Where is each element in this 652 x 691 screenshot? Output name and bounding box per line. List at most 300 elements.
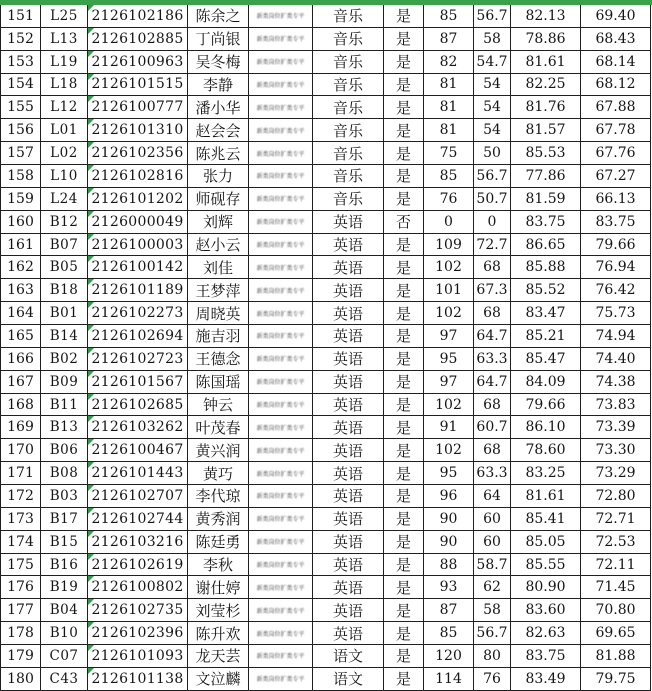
cell-row-number[interactable]: 153 bbox=[1, 50, 41, 73]
cell-score-2[interactable]: 54.7 bbox=[474, 50, 511, 73]
cell-seat-code[interactable]: B08 bbox=[41, 462, 88, 485]
cell-score-1[interactable]: 81 bbox=[424, 119, 474, 142]
cell-note-blurred[interactable]: 新类岗位扩类专平 bbox=[249, 187, 313, 210]
cell-subject[interactable]: 英语 bbox=[313, 462, 384, 485]
cell-score-3[interactable]: 81.61 bbox=[511, 50, 581, 73]
cell-name[interactable]: 龙天芸 bbox=[188, 645, 249, 668]
cell-score-2[interactable]: 0 bbox=[474, 210, 511, 233]
cell-name[interactable]: 陈升欢 bbox=[188, 622, 249, 645]
cell-subject[interactable]: 英语 bbox=[313, 599, 384, 622]
cell-row-number[interactable]: 156 bbox=[1, 119, 41, 142]
cell-row-number[interactable]: 178 bbox=[1, 622, 41, 645]
cell-score-4[interactable]: 69.65 bbox=[581, 622, 651, 645]
cell-exam-id[interactable]: 2126102396 bbox=[88, 622, 188, 645]
cell-score-3[interactable]: 80.90 bbox=[511, 576, 581, 599]
cell-name[interactable]: 陈国瑶 bbox=[188, 370, 249, 393]
cell-score-3[interactable]: 84.09 bbox=[511, 370, 581, 393]
cell-qualified-flag[interactable]: 否 bbox=[384, 210, 424, 233]
cell-score-4[interactable]: 81.88 bbox=[581, 645, 651, 668]
cell-score-1[interactable]: 97 bbox=[424, 325, 474, 348]
cell-score-1[interactable]: 81 bbox=[424, 73, 474, 96]
cell-score-3[interactable]: 81.61 bbox=[511, 485, 581, 508]
cell-subject[interactable]: 英语 bbox=[313, 256, 384, 279]
cell-name[interactable]: 施吉羽 bbox=[188, 325, 249, 348]
cell-note-blurred[interactable]: 新类岗位扩类专平 bbox=[249, 462, 313, 485]
cell-seat-code[interactable]: B14 bbox=[41, 325, 88, 348]
cell-note-blurred[interactable]: 新类岗位扩类专平 bbox=[249, 553, 313, 576]
cell-exam-id[interactable]: 2126100777 bbox=[88, 96, 188, 119]
cell-score-1[interactable]: 101 bbox=[424, 279, 474, 302]
cell-subject[interactable]: 英语 bbox=[313, 553, 384, 576]
cell-score-1[interactable]: 95 bbox=[424, 347, 474, 370]
cell-seat-code[interactable]: B10 bbox=[41, 622, 88, 645]
cell-qualified-flag[interactable]: 是 bbox=[384, 302, 424, 325]
cell-score-4[interactable]: 73.39 bbox=[581, 416, 651, 439]
cell-seat-code[interactable]: C43 bbox=[41, 667, 88, 690]
cell-score-2[interactable]: 68 bbox=[474, 302, 511, 325]
cell-qualified-flag[interactable]: 是 bbox=[384, 462, 424, 485]
cell-subject[interactable]: 英语 bbox=[313, 576, 384, 599]
cell-name[interactable]: 陈廷勇 bbox=[188, 530, 249, 553]
cell-exam-id[interactable]: 2126101515 bbox=[88, 73, 188, 96]
cell-exam-id[interactable]: 2126102685 bbox=[88, 393, 188, 416]
cell-score-1[interactable]: 85 bbox=[424, 165, 474, 188]
cell-score-1[interactable]: 109 bbox=[424, 233, 474, 256]
cell-exam-id[interactable]: 2126103216 bbox=[88, 530, 188, 553]
cell-note-blurred[interactable]: 新类岗位扩类专平 bbox=[249, 439, 313, 462]
cell-score-4[interactable]: 72.53 bbox=[581, 530, 651, 553]
cell-exam-id[interactable]: 2126102619 bbox=[88, 553, 188, 576]
cell-score-3[interactable]: 86.65 bbox=[511, 233, 581, 256]
cell-note-blurred[interactable]: 新类岗位扩类专平 bbox=[249, 393, 313, 416]
cell-score-2[interactable]: 54 bbox=[474, 96, 511, 119]
cell-seat-code[interactable]: L01 bbox=[41, 119, 88, 142]
cell-seat-code[interactable]: B17 bbox=[41, 507, 88, 530]
cell-score-3[interactable]: 85.47 bbox=[511, 347, 581, 370]
cell-subject[interactable]: 英语 bbox=[313, 485, 384, 508]
cell-note-blurred[interactable]: 新类岗位扩类专平 bbox=[249, 507, 313, 530]
cell-score-1[interactable]: 88 bbox=[424, 553, 474, 576]
cell-score-3[interactable]: 83.25 bbox=[511, 462, 581, 485]
cell-row-number[interactable]: 166 bbox=[1, 347, 41, 370]
cell-score-1[interactable]: 96 bbox=[424, 485, 474, 508]
cell-note-blurred[interactable]: 新类岗位扩类专平 bbox=[249, 119, 313, 142]
cell-row-number[interactable]: 175 bbox=[1, 553, 41, 576]
cell-score-2[interactable]: 67.3 bbox=[474, 279, 511, 302]
cell-score-1[interactable]: 87 bbox=[424, 27, 474, 50]
cell-exam-id[interactable]: 2126102735 bbox=[88, 599, 188, 622]
cell-subject[interactable]: 英语 bbox=[313, 393, 384, 416]
cell-note-blurred[interactable]: 新类岗位扩类专平 bbox=[249, 73, 313, 96]
cell-row-number[interactable]: 164 bbox=[1, 302, 41, 325]
cell-name[interactable]: 黄巧 bbox=[188, 462, 249, 485]
cell-score-3[interactable]: 85.21 bbox=[511, 325, 581, 348]
cell-name[interactable]: 王梦萍 bbox=[188, 279, 249, 302]
cell-score-2[interactable]: 63.3 bbox=[474, 347, 511, 370]
cell-score-4[interactable]: 71.45 bbox=[581, 576, 651, 599]
cell-score-4[interactable]: 73.83 bbox=[581, 393, 651, 416]
cell-score-3[interactable]: 78.60 bbox=[511, 439, 581, 462]
cell-qualified-flag[interactable]: 是 bbox=[384, 553, 424, 576]
cell-note-blurred[interactable]: 新类岗位扩类专平 bbox=[249, 210, 313, 233]
cell-score-2[interactable]: 58.7 bbox=[474, 553, 511, 576]
cell-subject[interactable]: 音乐 bbox=[313, 119, 384, 142]
cell-subject[interactable]: 英语 bbox=[313, 210, 384, 233]
cell-subject[interactable]: 英语 bbox=[313, 370, 384, 393]
cell-score-4[interactable]: 67.76 bbox=[581, 142, 651, 165]
cell-score-2[interactable]: 50 bbox=[474, 142, 511, 165]
cell-subject[interactable]: 音乐 bbox=[313, 27, 384, 50]
cell-note-blurred[interactable]: 新类岗位扩类专平 bbox=[249, 599, 313, 622]
cell-qualified-flag[interactable]: 是 bbox=[384, 279, 424, 302]
cell-name[interactable]: 王德念 bbox=[188, 347, 249, 370]
cell-score-2[interactable]: 76 bbox=[474, 667, 511, 690]
cell-score-3[interactable]: 81.76 bbox=[511, 96, 581, 119]
cell-score-2[interactable]: 63.3 bbox=[474, 462, 511, 485]
cell-score-1[interactable]: 82 bbox=[424, 50, 474, 73]
cell-row-number[interactable]: 151 bbox=[1, 5, 41, 27]
cell-note-blurred[interactable]: 新类岗位扩类专平 bbox=[249, 279, 313, 302]
cell-seat-code[interactable]: B04 bbox=[41, 599, 88, 622]
cell-exam-id[interactable]: 2126101189 bbox=[88, 279, 188, 302]
cell-qualified-flag[interactable]: 是 bbox=[384, 96, 424, 119]
cell-qualified-flag[interactable]: 是 bbox=[384, 5, 424, 27]
cell-row-number[interactable]: 152 bbox=[1, 27, 41, 50]
cell-subject[interactable]: 音乐 bbox=[313, 96, 384, 119]
cell-score-4[interactable]: 79.75 bbox=[581, 667, 651, 690]
cell-exam-id[interactable]: 2126100467 bbox=[88, 439, 188, 462]
cell-row-number[interactable]: 179 bbox=[1, 645, 41, 668]
cell-score-3[interactable]: 83.60 bbox=[511, 599, 581, 622]
cell-row-number[interactable]: 176 bbox=[1, 576, 41, 599]
cell-score-1[interactable]: 93 bbox=[424, 576, 474, 599]
cell-score-1[interactable]: 75 bbox=[424, 142, 474, 165]
cell-row-number[interactable]: 155 bbox=[1, 96, 41, 119]
cell-subject[interactable]: 英语 bbox=[313, 233, 384, 256]
cell-note-blurred[interactable]: 新类岗位扩类专平 bbox=[249, 165, 313, 188]
cell-name[interactable]: 陈兆云 bbox=[188, 142, 249, 165]
cell-seat-code[interactable]: B16 bbox=[41, 553, 88, 576]
cell-name[interactable]: 刘莹杉 bbox=[188, 599, 249, 622]
cell-exam-id[interactable]: 2126102356 bbox=[88, 142, 188, 165]
cell-score-4[interactable]: 76.42 bbox=[581, 279, 651, 302]
cell-row-number[interactable]: 159 bbox=[1, 187, 41, 210]
cell-name[interactable]: 丁尚银 bbox=[188, 27, 249, 50]
cell-name[interactable]: 刘辉 bbox=[188, 210, 249, 233]
cell-name[interactable]: 李静 bbox=[188, 73, 249, 96]
cell-score-3[interactable]: 85.05 bbox=[511, 530, 581, 553]
cell-score-3[interactable]: 83.49 bbox=[511, 667, 581, 690]
cell-seat-code[interactable]: B18 bbox=[41, 279, 88, 302]
cell-exam-id[interactable]: 2126100003 bbox=[88, 233, 188, 256]
cell-score-1[interactable]: 95 bbox=[424, 462, 474, 485]
cell-score-3[interactable]: 82.63 bbox=[511, 622, 581, 645]
cell-seat-code[interactable]: B13 bbox=[41, 416, 88, 439]
cell-name[interactable]: 文泣麟 bbox=[188, 667, 249, 690]
cell-row-number[interactable]: 169 bbox=[1, 416, 41, 439]
cell-row-number[interactable]: 172 bbox=[1, 485, 41, 508]
cell-score-2[interactable]: 68 bbox=[474, 393, 511, 416]
cell-row-number[interactable]: 157 bbox=[1, 142, 41, 165]
cell-qualified-flag[interactable]: 是 bbox=[384, 119, 424, 142]
cell-score-4[interactable]: 79.66 bbox=[581, 233, 651, 256]
cell-qualified-flag[interactable]: 是 bbox=[384, 530, 424, 553]
cell-note-blurred[interactable]: 新类岗位扩类专平 bbox=[249, 622, 313, 645]
cell-score-1[interactable]: 76 bbox=[424, 187, 474, 210]
cell-score-4[interactable]: 83.75 bbox=[581, 210, 651, 233]
cell-score-2[interactable]: 56.7 bbox=[474, 5, 511, 27]
cell-score-4[interactable]: 74.94 bbox=[581, 325, 651, 348]
cell-subject[interactable]: 英语 bbox=[313, 279, 384, 302]
cell-exam-id[interactable]: 2126102694 bbox=[88, 325, 188, 348]
cell-score-3[interactable]: 85.52 bbox=[511, 279, 581, 302]
cell-name[interactable]: 潘小华 bbox=[188, 96, 249, 119]
cell-seat-code[interactable]: B05 bbox=[41, 256, 88, 279]
cell-row-number[interactable]: 165 bbox=[1, 325, 41, 348]
cell-name[interactable]: 刘佳 bbox=[188, 256, 249, 279]
cell-score-4[interactable]: 72.80 bbox=[581, 485, 651, 508]
cell-name[interactable]: 钟云 bbox=[188, 393, 249, 416]
cell-score-1[interactable]: 102 bbox=[424, 439, 474, 462]
cell-score-4[interactable]: 76.94 bbox=[581, 256, 651, 279]
cell-note-blurred[interactable]: 新类岗位扩类专平 bbox=[249, 325, 313, 348]
cell-exam-id[interactable]: 2126102816 bbox=[88, 165, 188, 188]
cell-name[interactable]: 谢仕婷 bbox=[188, 576, 249, 599]
cell-qualified-flag[interactable]: 是 bbox=[384, 439, 424, 462]
cell-seat-code[interactable]: L24 bbox=[41, 187, 88, 210]
cell-score-1[interactable]: 81 bbox=[424, 96, 474, 119]
cell-score-3[interactable]: 81.59 bbox=[511, 187, 581, 210]
cell-qualified-flag[interactable]: 是 bbox=[384, 507, 424, 530]
cell-score-3[interactable]: 83.75 bbox=[511, 210, 581, 233]
cell-qualified-flag[interactable]: 是 bbox=[384, 416, 424, 439]
cell-exam-id[interactable]: 2126101443 bbox=[88, 462, 188, 485]
cell-score-4[interactable]: 67.78 bbox=[581, 119, 651, 142]
cell-score-3[interactable]: 83.47 bbox=[511, 302, 581, 325]
cell-name[interactable]: 赵会会 bbox=[188, 119, 249, 142]
cell-subject[interactable]: 音乐 bbox=[313, 187, 384, 210]
cell-qualified-flag[interactable]: 是 bbox=[384, 325, 424, 348]
cell-exam-id[interactable]: 2126102744 bbox=[88, 507, 188, 530]
cell-qualified-flag[interactable]: 是 bbox=[384, 370, 424, 393]
cell-score-4[interactable]: 72.71 bbox=[581, 507, 651, 530]
cell-score-1[interactable]: 85 bbox=[424, 622, 474, 645]
cell-note-blurred[interactable]: 新类岗位扩类专平 bbox=[249, 347, 313, 370]
cell-qualified-flag[interactable]: 是 bbox=[384, 622, 424, 645]
cell-score-3[interactable]: 77.86 bbox=[511, 165, 581, 188]
cell-name[interactable]: 周晓英 bbox=[188, 302, 249, 325]
cell-score-2[interactable]: 56.7 bbox=[474, 622, 511, 645]
cell-seat-code[interactable]: B06 bbox=[41, 439, 88, 462]
cell-score-2[interactable]: 64.7 bbox=[474, 370, 511, 393]
cell-score-2[interactable]: 68 bbox=[474, 256, 511, 279]
cell-score-2[interactable]: 68 bbox=[474, 439, 511, 462]
cell-qualified-flag[interactable]: 是 bbox=[384, 393, 424, 416]
cell-note-blurred[interactable]: 新类岗位扩类专平 bbox=[249, 302, 313, 325]
cell-score-2[interactable]: 54 bbox=[474, 119, 511, 142]
cell-subject[interactable]: 音乐 bbox=[313, 165, 384, 188]
cell-row-number[interactable]: 167 bbox=[1, 370, 41, 393]
cell-name[interactable]: 黄秀润 bbox=[188, 507, 249, 530]
cell-exam-id[interactable]: 2126102707 bbox=[88, 485, 188, 508]
cell-seat-code[interactable]: B02 bbox=[41, 347, 88, 370]
cell-note-blurred[interactable]: 新类岗位扩类专平 bbox=[249, 27, 313, 50]
cell-name[interactable]: 李代琼 bbox=[188, 485, 249, 508]
cell-subject[interactable]: 音乐 bbox=[313, 5, 384, 27]
cell-score-4[interactable]: 68.43 bbox=[581, 27, 651, 50]
cell-score-3[interactable]: 85.41 bbox=[511, 507, 581, 530]
cell-name[interactable]: 黄兴润 bbox=[188, 439, 249, 462]
cell-score-3[interactable]: 81.57 bbox=[511, 119, 581, 142]
cell-seat-code[interactable]: C07 bbox=[41, 645, 88, 668]
cell-row-number[interactable]: 174 bbox=[1, 530, 41, 553]
cell-row-number[interactable]: 163 bbox=[1, 279, 41, 302]
cell-subject[interactable]: 音乐 bbox=[313, 73, 384, 96]
cell-score-1[interactable]: 85 bbox=[424, 5, 474, 27]
cell-subject[interactable]: 英语 bbox=[313, 507, 384, 530]
cell-note-blurred[interactable]: 新类岗位扩类专平 bbox=[249, 50, 313, 73]
cell-qualified-flag[interactable]: 是 bbox=[384, 599, 424, 622]
cell-subject[interactable]: 音乐 bbox=[313, 50, 384, 73]
cell-note-blurred[interactable]: 新类岗位扩类专平 bbox=[249, 530, 313, 553]
cell-score-3[interactable]: 79.66 bbox=[511, 393, 581, 416]
cell-exam-id[interactable]: 2126103262 bbox=[88, 416, 188, 439]
cell-row-number[interactable]: 168 bbox=[1, 393, 41, 416]
cell-score-1[interactable]: 102 bbox=[424, 302, 474, 325]
cell-row-number[interactable]: 177 bbox=[1, 599, 41, 622]
cell-score-1[interactable]: 120 bbox=[424, 645, 474, 668]
cell-row-number[interactable]: 173 bbox=[1, 507, 41, 530]
cell-seat-code[interactable]: L25 bbox=[41, 5, 88, 27]
cell-score-3[interactable]: 85.53 bbox=[511, 142, 581, 165]
cell-row-number[interactable]: 162 bbox=[1, 256, 41, 279]
cell-score-2[interactable]: 54 bbox=[474, 73, 511, 96]
cell-qualified-flag[interactable]: 是 bbox=[384, 645, 424, 668]
cell-score-1[interactable]: 90 bbox=[424, 507, 474, 530]
cell-qualified-flag[interactable]: 是 bbox=[384, 347, 424, 370]
cell-name[interactable]: 张力 bbox=[188, 165, 249, 188]
cell-seat-code[interactable]: B09 bbox=[41, 370, 88, 393]
cell-score-2[interactable]: 80 bbox=[474, 645, 511, 668]
cell-subject[interactable]: 音乐 bbox=[313, 142, 384, 165]
cell-score-4[interactable]: 72.11 bbox=[581, 553, 651, 576]
cell-seat-code[interactable]: L12 bbox=[41, 96, 88, 119]
cell-score-1[interactable]: 91 bbox=[424, 416, 474, 439]
cell-row-number[interactable]: 161 bbox=[1, 233, 41, 256]
cell-note-blurred[interactable]: 新类岗位扩类专平 bbox=[249, 576, 313, 599]
cell-score-4[interactable]: 67.27 bbox=[581, 165, 651, 188]
cell-exam-id[interactable]: 2126102273 bbox=[88, 302, 188, 325]
cell-score-2[interactable]: 62 bbox=[474, 576, 511, 599]
cell-score-4[interactable]: 73.30 bbox=[581, 439, 651, 462]
cell-row-number[interactable]: 180 bbox=[1, 667, 41, 690]
cell-subject[interactable]: 英语 bbox=[313, 439, 384, 462]
cell-subject[interactable]: 语文 bbox=[313, 667, 384, 690]
cell-seat-code[interactable]: B07 bbox=[41, 233, 88, 256]
cell-qualified-flag[interactable]: 是 bbox=[384, 142, 424, 165]
cell-subject[interactable]: 英语 bbox=[313, 347, 384, 370]
cell-score-4[interactable]: 73.29 bbox=[581, 462, 651, 485]
cell-qualified-flag[interactable]: 是 bbox=[384, 73, 424, 96]
cell-seat-code[interactable]: L02 bbox=[41, 142, 88, 165]
cell-qualified-flag[interactable]: 是 bbox=[384, 187, 424, 210]
cell-exam-id[interactable]: 2126100963 bbox=[88, 50, 188, 73]
cell-row-number[interactable]: 171 bbox=[1, 462, 41, 485]
cell-note-blurred[interactable]: 新类岗位扩类专平 bbox=[249, 485, 313, 508]
cell-score-3[interactable]: 83.75 bbox=[511, 645, 581, 668]
cell-score-3[interactable]: 78.86 bbox=[511, 27, 581, 50]
cell-qualified-flag[interactable]: 是 bbox=[384, 165, 424, 188]
cell-score-2[interactable]: 64 bbox=[474, 485, 511, 508]
cell-score-1[interactable]: 114 bbox=[424, 667, 474, 690]
cell-seat-code[interactable]: B01 bbox=[41, 302, 88, 325]
cell-score-2[interactable]: 60 bbox=[474, 507, 511, 530]
cell-note-blurred[interactable]: 新类岗位扩类专平 bbox=[249, 256, 313, 279]
cell-score-4[interactable]: 74.40 bbox=[581, 347, 651, 370]
cell-qualified-flag[interactable]: 是 bbox=[384, 233, 424, 256]
cell-qualified-flag[interactable]: 是 bbox=[384, 256, 424, 279]
cell-score-2[interactable]: 58 bbox=[474, 27, 511, 50]
cell-exam-id[interactable]: 2126100802 bbox=[88, 576, 188, 599]
cell-exam-id[interactable]: 2126000049 bbox=[88, 210, 188, 233]
cell-note-blurred[interactable]: 新类岗位扩类专平 bbox=[249, 233, 313, 256]
cell-score-4[interactable]: 68.12 bbox=[581, 73, 651, 96]
cell-qualified-flag[interactable]: 是 bbox=[384, 667, 424, 690]
cell-name[interactable]: 赵小云 bbox=[188, 233, 249, 256]
cell-score-2[interactable]: 72.7 bbox=[474, 233, 511, 256]
cell-seat-code[interactable]: B12 bbox=[41, 210, 88, 233]
cell-score-2[interactable]: 58 bbox=[474, 599, 511, 622]
cell-name[interactable]: 吴冬梅 bbox=[188, 50, 249, 73]
cell-note-blurred[interactable]: 新类岗位扩类专平 bbox=[249, 416, 313, 439]
cell-seat-code[interactable]: L18 bbox=[41, 73, 88, 96]
cell-qualified-flag[interactable]: 是 bbox=[384, 485, 424, 508]
cell-subject[interactable]: 英语 bbox=[313, 530, 384, 553]
cell-score-4[interactable]: 66.13 bbox=[581, 187, 651, 210]
cell-note-blurred[interactable]: 新类岗位扩类专平 bbox=[249, 645, 313, 668]
cell-name[interactable]: 师砚存 bbox=[188, 187, 249, 210]
cell-score-1[interactable]: 102 bbox=[424, 393, 474, 416]
cell-score-1[interactable]: 0 bbox=[424, 210, 474, 233]
cell-score-4[interactable]: 68.14 bbox=[581, 50, 651, 73]
cell-score-1[interactable]: 87 bbox=[424, 599, 474, 622]
cell-seat-code[interactable]: L19 bbox=[41, 50, 88, 73]
cell-score-3[interactable]: 85.55 bbox=[511, 553, 581, 576]
cell-exam-id[interactable]: 2126102186 bbox=[88, 5, 188, 27]
cell-seat-code[interactable]: L10 bbox=[41, 165, 88, 188]
cell-score-2[interactable]: 64.7 bbox=[474, 325, 511, 348]
cell-exam-id[interactable]: 2126102723 bbox=[88, 347, 188, 370]
cell-score-2[interactable]: 56.7 bbox=[474, 165, 511, 188]
cell-subject[interactable]: 英语 bbox=[313, 622, 384, 645]
cell-note-blurred[interactable]: 新类岗位扩类专平 bbox=[249, 370, 313, 393]
cell-exam-id[interactable]: 2126101093 bbox=[88, 645, 188, 668]
cell-score-2[interactable]: 60.7 bbox=[474, 416, 511, 439]
cell-exam-id[interactable]: 2126102885 bbox=[88, 27, 188, 50]
cell-score-4[interactable]: 69.40 bbox=[581, 5, 651, 27]
cell-row-number[interactable]: 170 bbox=[1, 439, 41, 462]
cell-note-blurred[interactable]: 新类岗位扩类专平 bbox=[249, 667, 313, 690]
cell-subject[interactable]: 英语 bbox=[313, 416, 384, 439]
cell-score-4[interactable]: 74.38 bbox=[581, 370, 651, 393]
cell-note-blurred[interactable]: 新类岗位扩类专平 bbox=[249, 142, 313, 165]
cell-seat-code[interactable]: L13 bbox=[41, 27, 88, 50]
cell-qualified-flag[interactable]: 是 bbox=[384, 27, 424, 50]
cell-name[interactable]: 李秋 bbox=[188, 553, 249, 576]
cell-qualified-flag[interactable]: 是 bbox=[384, 576, 424, 599]
cell-seat-code[interactable]: B19 bbox=[41, 576, 88, 599]
cell-exam-id[interactable]: 2126100142 bbox=[88, 256, 188, 279]
